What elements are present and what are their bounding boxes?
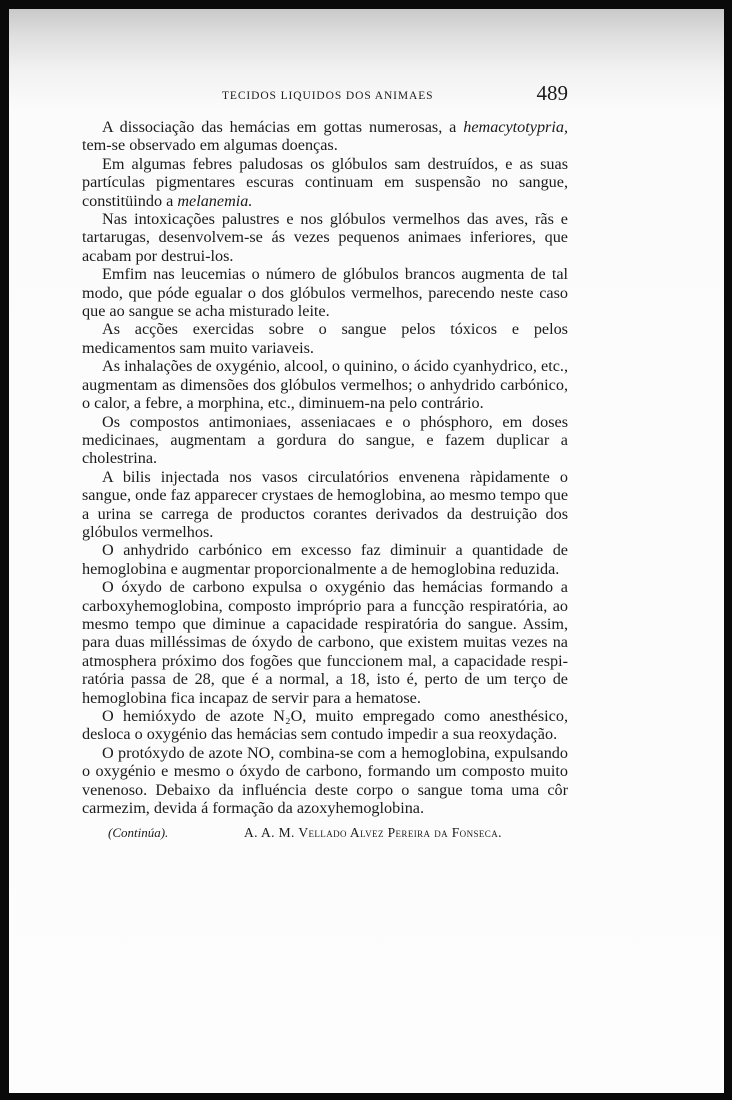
paragraph-hemacytotypria: A dissociação das hemácias em gottas numerosas, a hemacytotypria, tem-se observado em algumas doenças. (82, 118, 568, 155)
paragraph-leucemias: Emfim nas leucemias o número de glóbulos brancos augmenta de tal modo, que póde egualar o dos glóbulos vermelhos, parecendo neste caso que ao sangue se acha misturado leite. (82, 265, 568, 321)
author-signature: A. A. M. Vellado Alvez Pereira da Fonseca. (244, 825, 502, 841)
paragraph-protoxydo: O protóxydo de azote NO, combina-se com a hemoglobina, expulsando o oxygénio e mesmo o óxydo de carbono, formando um composto muito venenoso. Debaixo da influéncia deste corpo o sangue toma uma côr carmezim, devida á formação da azoxyhemoglobina. (82, 743, 568, 818)
signature-line (82, 825, 568, 841)
paragraph-bilis: A bilis injectada nos vasos circulatórios envenena ràpidamente o sangue, onde faz apparecer crystaes de hemoglobina, ao mesmo tempo que a urina se carrega de productos corantes derivados da destruição dos glóbulos vermelhos. (82, 467, 568, 541)
paragraph-melanemia: Em algumas febres paludosas os glóbulos sam destruídos, e as suas partículas pigmentares escuras continuam em suspensão no sangue, constitüindo a melanemia. (82, 154, 568, 210)
paragraph-oxydo-carbono: O óxydo de carbono expulsa o oxygénio das hemácias formando a carboxyhemoglobina, composto impróprio para a funcção respiratória, ao mesmo tempo que diminue a capacidade respiratória do sangue. Assim, para duas milléssimas de óxydo de carbono, que existem muitas vezes na atmosphera próximo dos fogões que funccionem mal, a capacidade respiratória passa de 28, que é a normal, a 18, isto é, perto de um terço de hemoglobina fica incapaz de servir para a hematose. (82, 578, 568, 707)
paragraph-intoxicacoes: Nas intoxicações palustres e nos glóbulos vermelhos das aves, rãs e tartarugas, desenvolvem-se ás vezes pequenos animaes inferiores, que acabam por destrui-los. (82, 210, 568, 265)
book-page (82, 78, 568, 841)
page-number: 489 (536, 81, 568, 105)
paragraph-antimoniaes: Os compostos antimoniaes, asseniacaes e o phósphoro, em doses medicinaes, augmentam a gordura do sangue, e fazem duplicar a cholestrina. (82, 412, 568, 468)
running-title: TECIDOS LIQUIDOS DOS ANIMAES (222, 90, 434, 102)
paragraph-anhydrido: O anhydrido carbónico em excesso faz diminuir a quantidade de hemoglobina e augmentar proporcionalmente a de hemoglobina reduzida. (82, 541, 568, 578)
body-text (82, 118, 568, 817)
paragraph-inhalacoes: As inhalações de oxygénio, alcool, o quinino, o ácido cyanhydrico, etc., augmentam as dimensões dos glóbulos vermelhos; o anhydrido carbónico, o calor, a febre, a morphina, etc., diminuem-na pelo contrário. (82, 357, 568, 413)
paragraph-hemioxydo: O hemióxydo de azote N₂O, muito empregado como anesthésico, desloca o oxygénio das hemácias sem contudo impedir a sua reoxydação. (82, 707, 568, 744)
running-head (82, 78, 568, 118)
paragraph-toxicos: As acções exercidas sobre o sangue pelos tóxicos e pelos medicamentos sam muito variaveis. (82, 320, 568, 357)
continua-note: (Continúa). (108, 825, 169, 841)
